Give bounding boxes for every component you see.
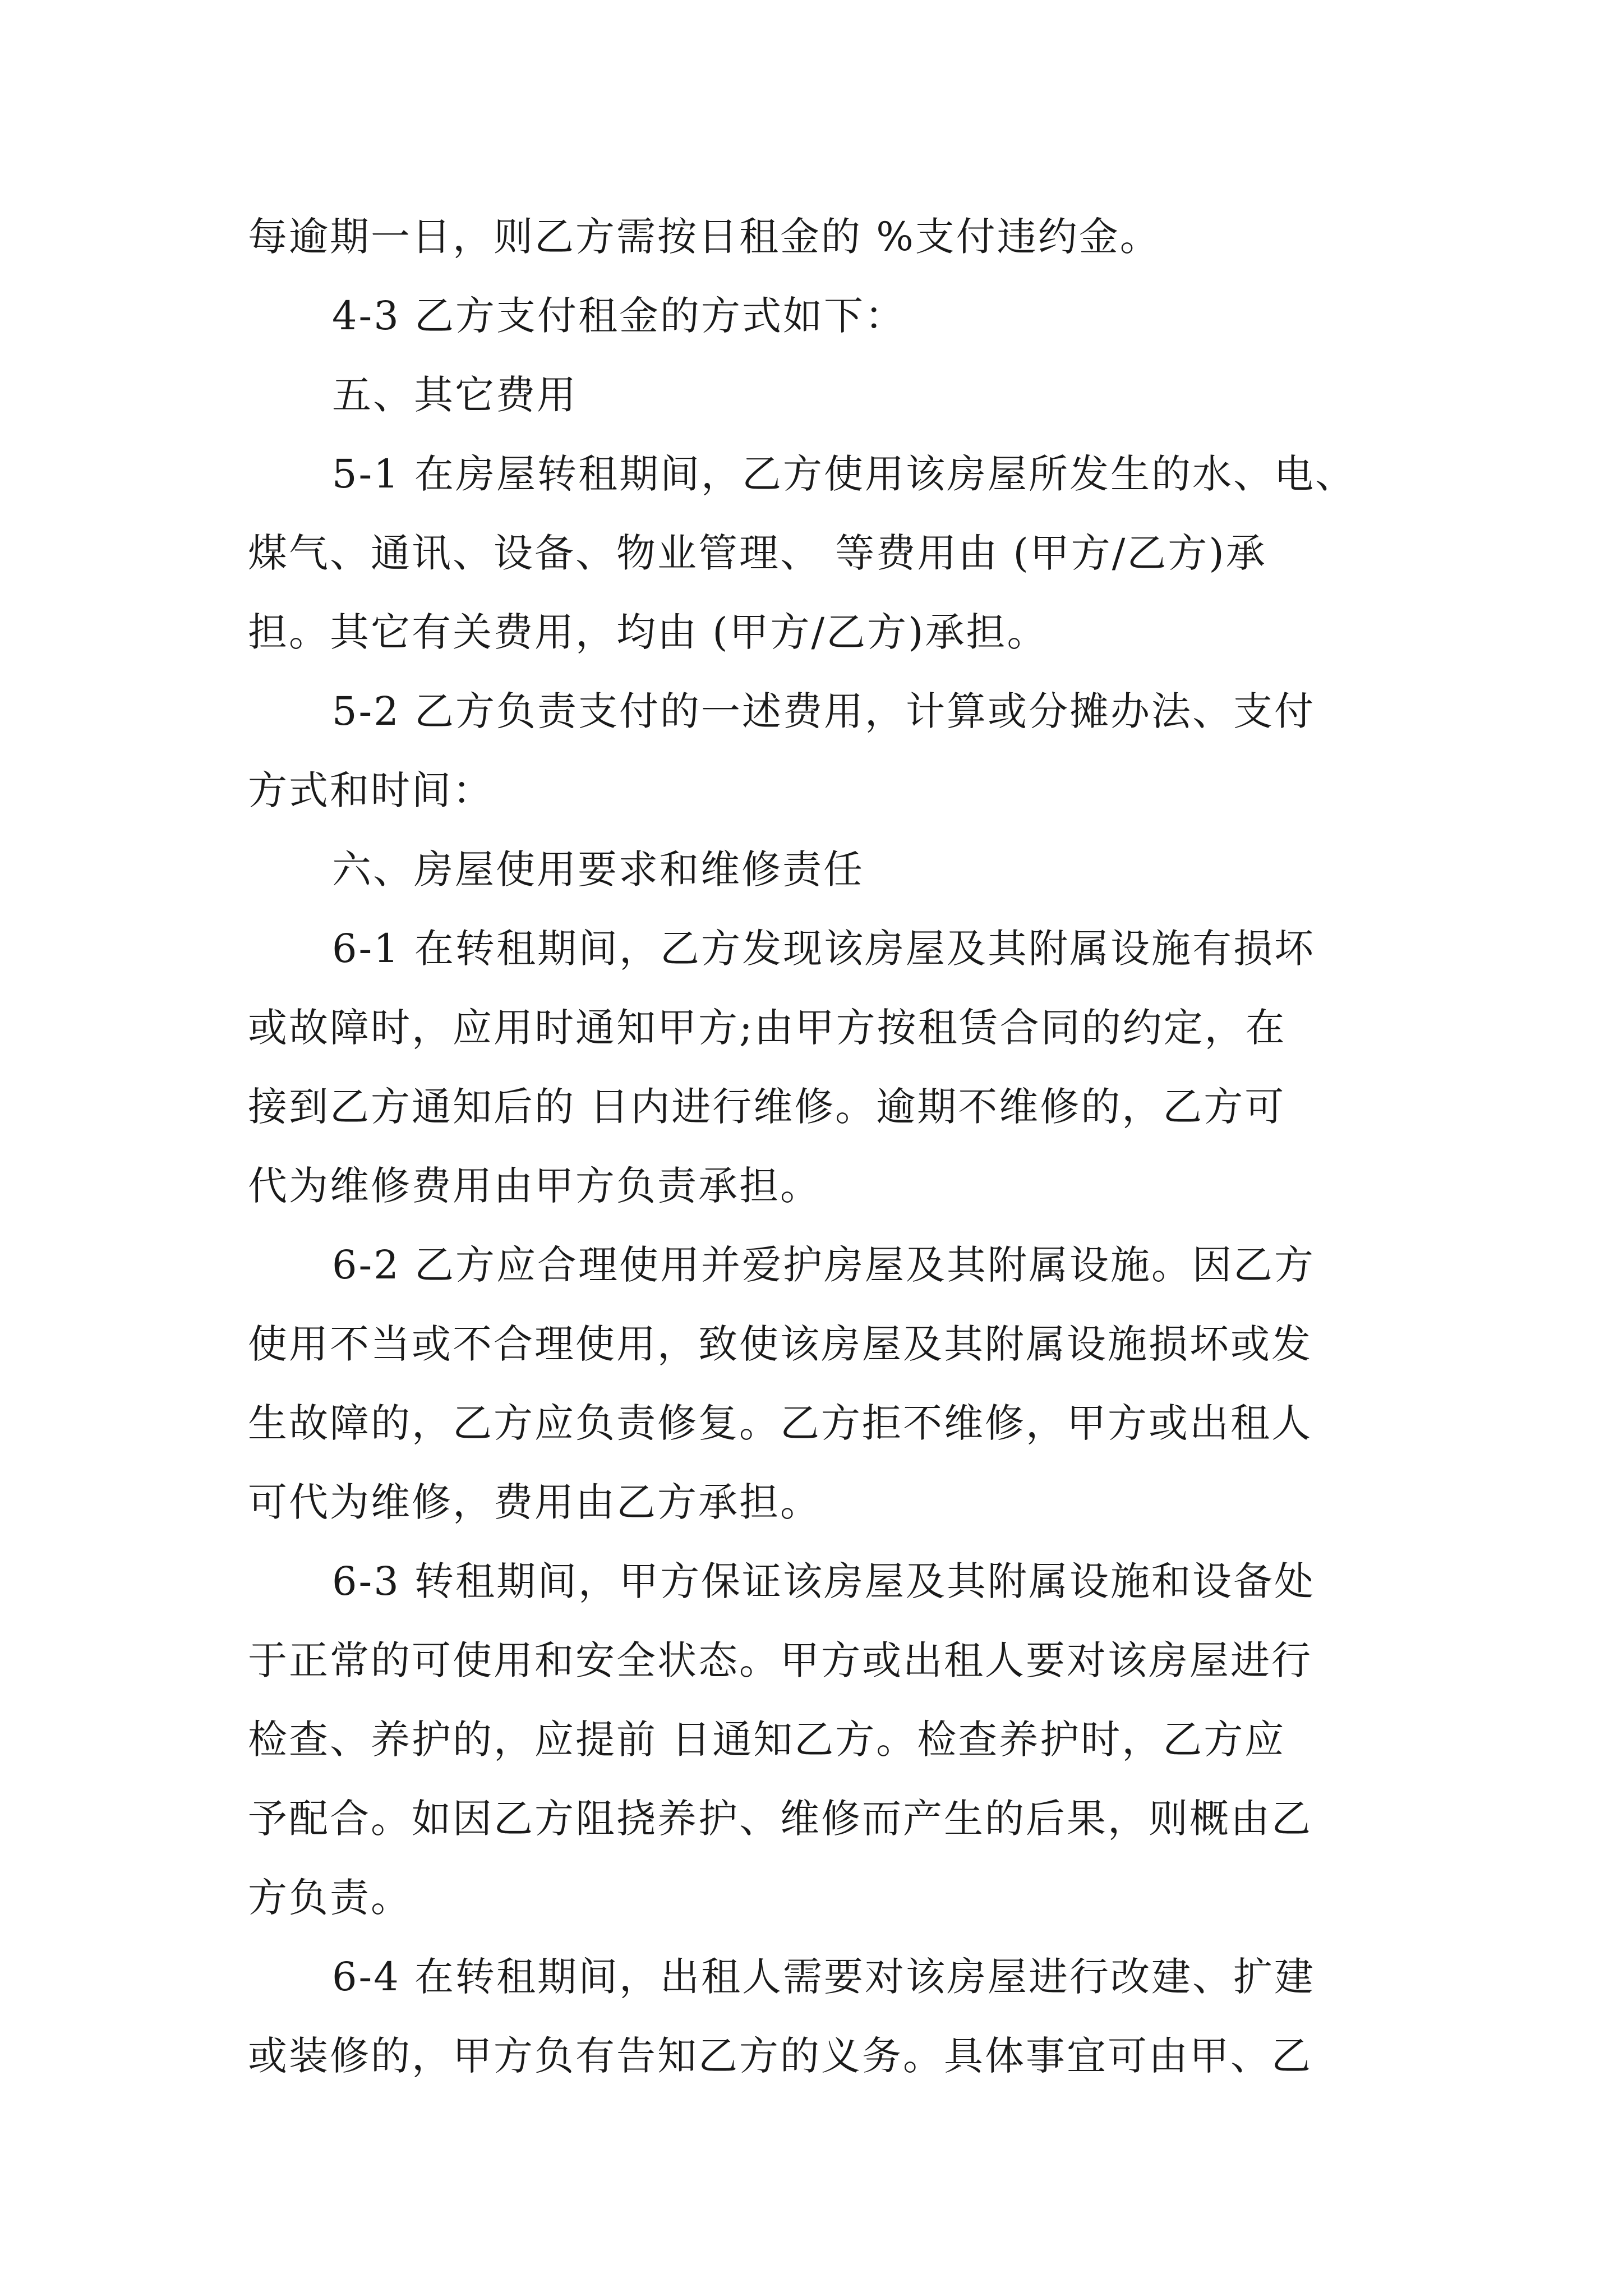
text-line: 使用不当或不合理使用，致使该房屋及其附属设施损坏或发 — [248, 1321, 1312, 1367]
text-line: 6-1 在转租期间，乙方发现该房屋及其附属设施有损坏 — [332, 926, 1315, 972]
section-heading: 五、其它费用 — [332, 372, 578, 418]
text-line: 5-1 在房屋转租期间，乙方使用该房屋所发生的水、电、 — [332, 451, 1356, 497]
text-line: 担。其它有关费用，均由 (甲方/乙方)承担。 — [248, 609, 1048, 655]
text-line: 煤气、通讯、设备、物业管理、 等费用由 (甲方/乙方)承 — [248, 530, 1267, 576]
document-body — [248, 197, 1386, 2096]
text-line: 每逾期一日，则乙方需按日租金的 %支付违约金。 — [248, 214, 1161, 260]
text-line: 代为维修费用由甲方负责承担。 — [248, 1163, 821, 1209]
text-line: 或故障时，应用时通知甲方;由甲方按租赁合同的约定，在 — [248, 1005, 1287, 1051]
text-line: 或装修的，甲方负有告知乙方的义务。具体事宜可由甲、乙 — [248, 2033, 1312, 2079]
text-line: 4-3 乙方支付租金的方式如下： — [332, 293, 906, 339]
text-line: 生故障的，乙方应负责修复。乙方拒不维修，甲方或出租人 — [248, 1400, 1312, 1446]
text-line: 可代为维修，费用由乙方承担。 — [248, 1479, 821, 1525]
text-line: 接到乙方通知后的 日内进行维修。逾期不维修的，乙方可 — [248, 1084, 1286, 1130]
text-line: 予配合。如因乙方阻挠养护、维修而产生的后果，则概由乙 — [248, 1796, 1312, 1842]
text-line: 方负责。 — [248, 1875, 412, 1921]
text-line: 于正常的可使用和安全状态。甲方或出租人要对该房屋进行 — [248, 1637, 1312, 1683]
text-line: 方式和时间： — [248, 767, 494, 813]
text-line: 检查、养护的，应提前 日通知乙方。检查养护时，乙方应 — [248, 1717, 1286, 1763]
text-line: 6-3 转租期间，甲方保证该房屋及其附属设施和设备处 — [332, 1558, 1315, 1604]
text-line: 6-2 乙方应合理使用并爱护房屋及其附属设施。因乙方 — [332, 1242, 1315, 1288]
text-line: 5-2 乙方负责支付的一述费用，计算或分摊办法、支付 — [332, 688, 1315, 734]
section-heading: 六、房屋使用要求和维修责任 — [332, 846, 864, 892]
text-line: 6-4 在转租期间，出租人需要对该房屋进行改建、扩建 — [332, 1954, 1315, 2000]
